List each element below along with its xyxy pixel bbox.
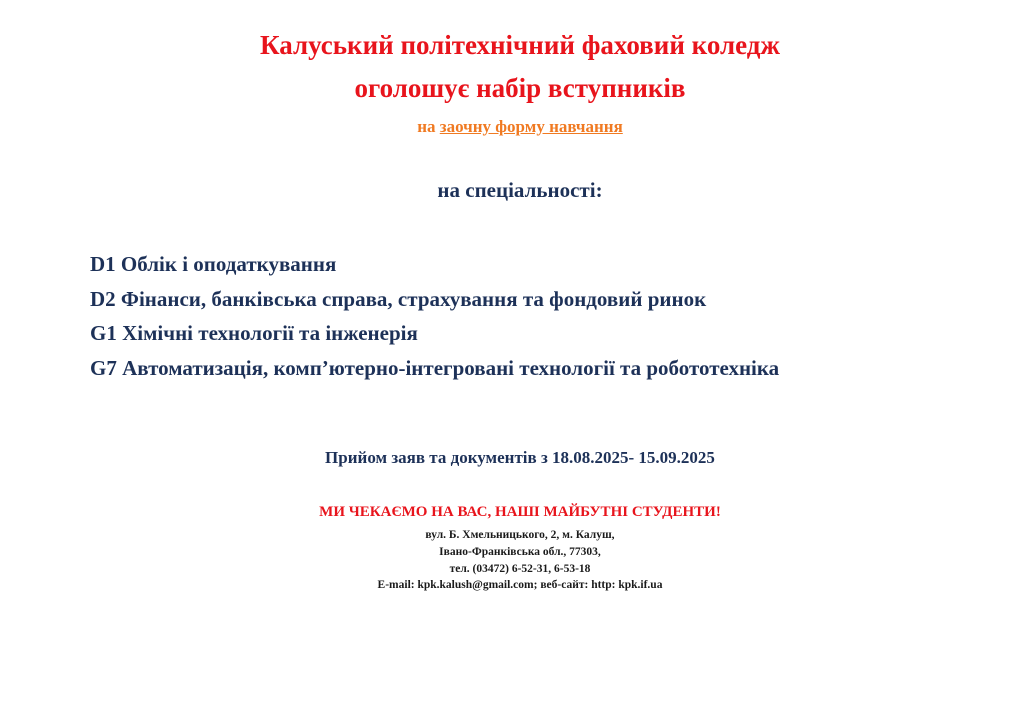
- subtitle-prefix: на: [417, 117, 440, 136]
- specialties-list: [90, 250, 779, 388]
- welcome-slogan: МИ ЧЕКАЄМО НА ВАС, НАШІ МАЙБУТНІ СТУДЕНТИ!: [319, 504, 721, 520]
- email-website-line: E-mail: kpk.kalush@gmail.com; веб-сайт: http: kpk.if.ua: [377, 579, 663, 591]
- address-line-2: Івано-Франківська обл., 77303,: [439, 546, 601, 558]
- college-name-heading: Калуський політехнічний фаховий коледж: [259, 30, 780, 60]
- address-line-1: вул. Б. Хмельницького, 2, м. Калуш,: [425, 529, 615, 541]
- study-form-link[interactable]: заочну форму навчання: [439, 117, 623, 136]
- specialty-item: G7 Автоматизація, комп’ютерно-інтегровані технології та робототехніка: [90, 355, 780, 380]
- study-form-subtitle: [0, 117, 1024, 137]
- specialty-item: D2 Фінанси, банківська справа, страхування та фондовий ринок: [90, 286, 707, 311]
- announcement-heading: оголошує набір вступників: [354, 73, 686, 103]
- specialty-item: D1 Облік і оподаткування: [90, 252, 337, 276]
- specialty-item: G1 Хімічні технології та інженерія: [90, 321, 418, 345]
- specialties-heading: на спеціальності:: [437, 178, 603, 202]
- intake-dates: Прийом заяв та документів з 18.08.2025- 15.09.2025: [325, 448, 715, 467]
- phone-line: тел. (03472) 6-52-31, 6-53-18: [449, 563, 591, 575]
